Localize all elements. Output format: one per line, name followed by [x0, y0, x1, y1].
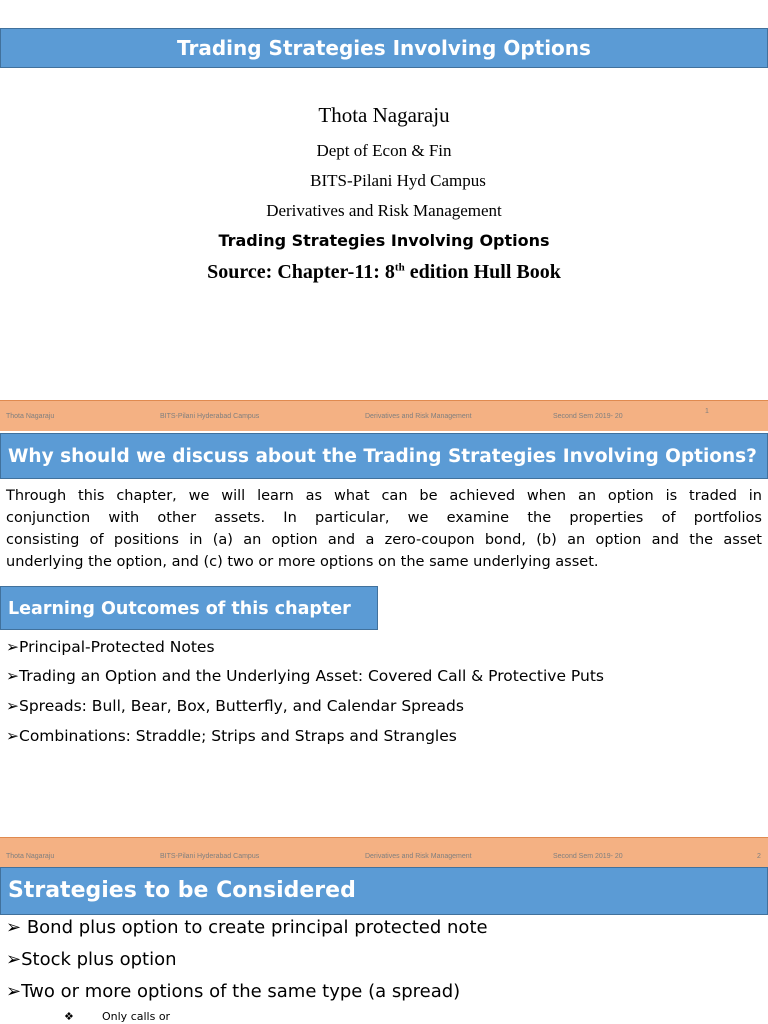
outcome-item — [6, 667, 604, 685]
footer-campus: BITS-Pilani Hyderabad Campus — [160, 413, 260, 420]
outcome-text: Trading an Option and the Underlying Asset: Covered Call & Protective Puts — [19, 667, 604, 685]
arrow-bullet-icon: ➢ — [6, 981, 22, 1002]
footer-campus: BITS-Pilani Hyderabad Campus — [160, 853, 260, 860]
intro-paragraph — [6, 485, 762, 573]
outcome-text: Principal-Protected Notes — [19, 638, 215, 656]
arrow-bullet-icon: ➢ — [6, 667, 19, 685]
strategy-item — [6, 981, 460, 1002]
slide3-title-banner — [0, 867, 768, 915]
author-name: Thota Nagaraju — [318, 103, 450, 127]
course-name: Derivatives and Risk Management — [266, 201, 502, 220]
arrow-bullet-icon: ➢ — [6, 727, 19, 745]
footer-semester: Second Sem 2019- 20 — [553, 853, 623, 860]
strategy-text: Two or more options of the same type (a spread) — [21, 981, 461, 1002]
footer-2 — [0, 837, 768, 868]
outcome-item — [6, 638, 215, 656]
diamond-bullet-icon: ❖ — [64, 1010, 74, 1023]
slide1-title-banner — [0, 28, 768, 68]
footer-semester: Second Sem 2019- 20 — [553, 413, 623, 420]
outcome-item — [6, 697, 464, 715]
department: Dept of Econ & Fin — [316, 141, 452, 160]
campus: BITS-Pilani Hyd Campus — [310, 171, 486, 190]
slide2-title-banner — [0, 433, 768, 479]
source-suffix: edition Hull Book — [404, 261, 561, 283]
arrow-bullet-icon: ➢ — [6, 638, 19, 656]
source-superscript: th — [394, 261, 405, 274]
slide1-title: Trading Strategies Involving Options — [177, 36, 591, 60]
footer-page-number: 2 — [757, 853, 761, 860]
footer-author: Thota Nagaraju — [6, 413, 55, 420]
strategy-text: Stock plus option — [21, 949, 177, 970]
footer-course: Derivatives and Risk Management — [365, 413, 472, 420]
outcomes-title: Learning Outcomes of this chapter — [8, 599, 351, 619]
footer-author: Thota Nagaraju — [6, 853, 55, 860]
slide1-subtitle: Trading Strategies Involving Options — [218, 231, 550, 250]
strategy-item — [6, 917, 488, 938]
intro-line: underlying the option, and (c) two or more options on the same underlying asset. — [6, 554, 599, 570]
sub-bullet-text: Only calls or — [102, 1010, 171, 1023]
slide3-title: Strategies to be Considered — [8, 878, 356, 903]
source-line — [0, 261, 768, 284]
slide2-title: Why should we discuss about the Trading Strategies Involving Options? — [8, 446, 757, 467]
arrow-bullet-icon: ➢ — [6, 949, 22, 970]
arrow-bullet-icon: ➢ — [6, 697, 19, 715]
outcome-text: Spreads: Bull, Bear, Box, Butterfly, and Calendar Spreads — [19, 697, 464, 715]
outcome-text: Combinations: Straddle; Strips and Straps and Strangles — [19, 727, 457, 745]
intro-line: Through this chapter, we will learn as what can be achieved when an option is traded in — [6, 488, 762, 504]
footer-1 — [0, 400, 768, 431]
arrow-bullet-icon: ➢ — [6, 917, 22, 938]
footer-page-number: 1 — [705, 408, 709, 415]
strategy-item — [6, 949, 176, 970]
strategy-text: Bond plus option to create principal protected note — [21, 917, 488, 938]
intro-line: consisting of positions in (a) an option and a zero-coupon bond, (b) an option and the asset — [6, 532, 762, 548]
intro-line: conjunction with other assets. In particular, we examine the properties of portfolios — [6, 510, 762, 526]
footer-course: Derivatives and Risk Management — [365, 853, 472, 860]
outcomes-banner — [0, 586, 378, 630]
outcome-item — [6, 727, 457, 745]
sub-bullet-item — [64, 1010, 170, 1023]
source-prefix: Source: Chapter-11: 8 — [207, 261, 395, 283]
